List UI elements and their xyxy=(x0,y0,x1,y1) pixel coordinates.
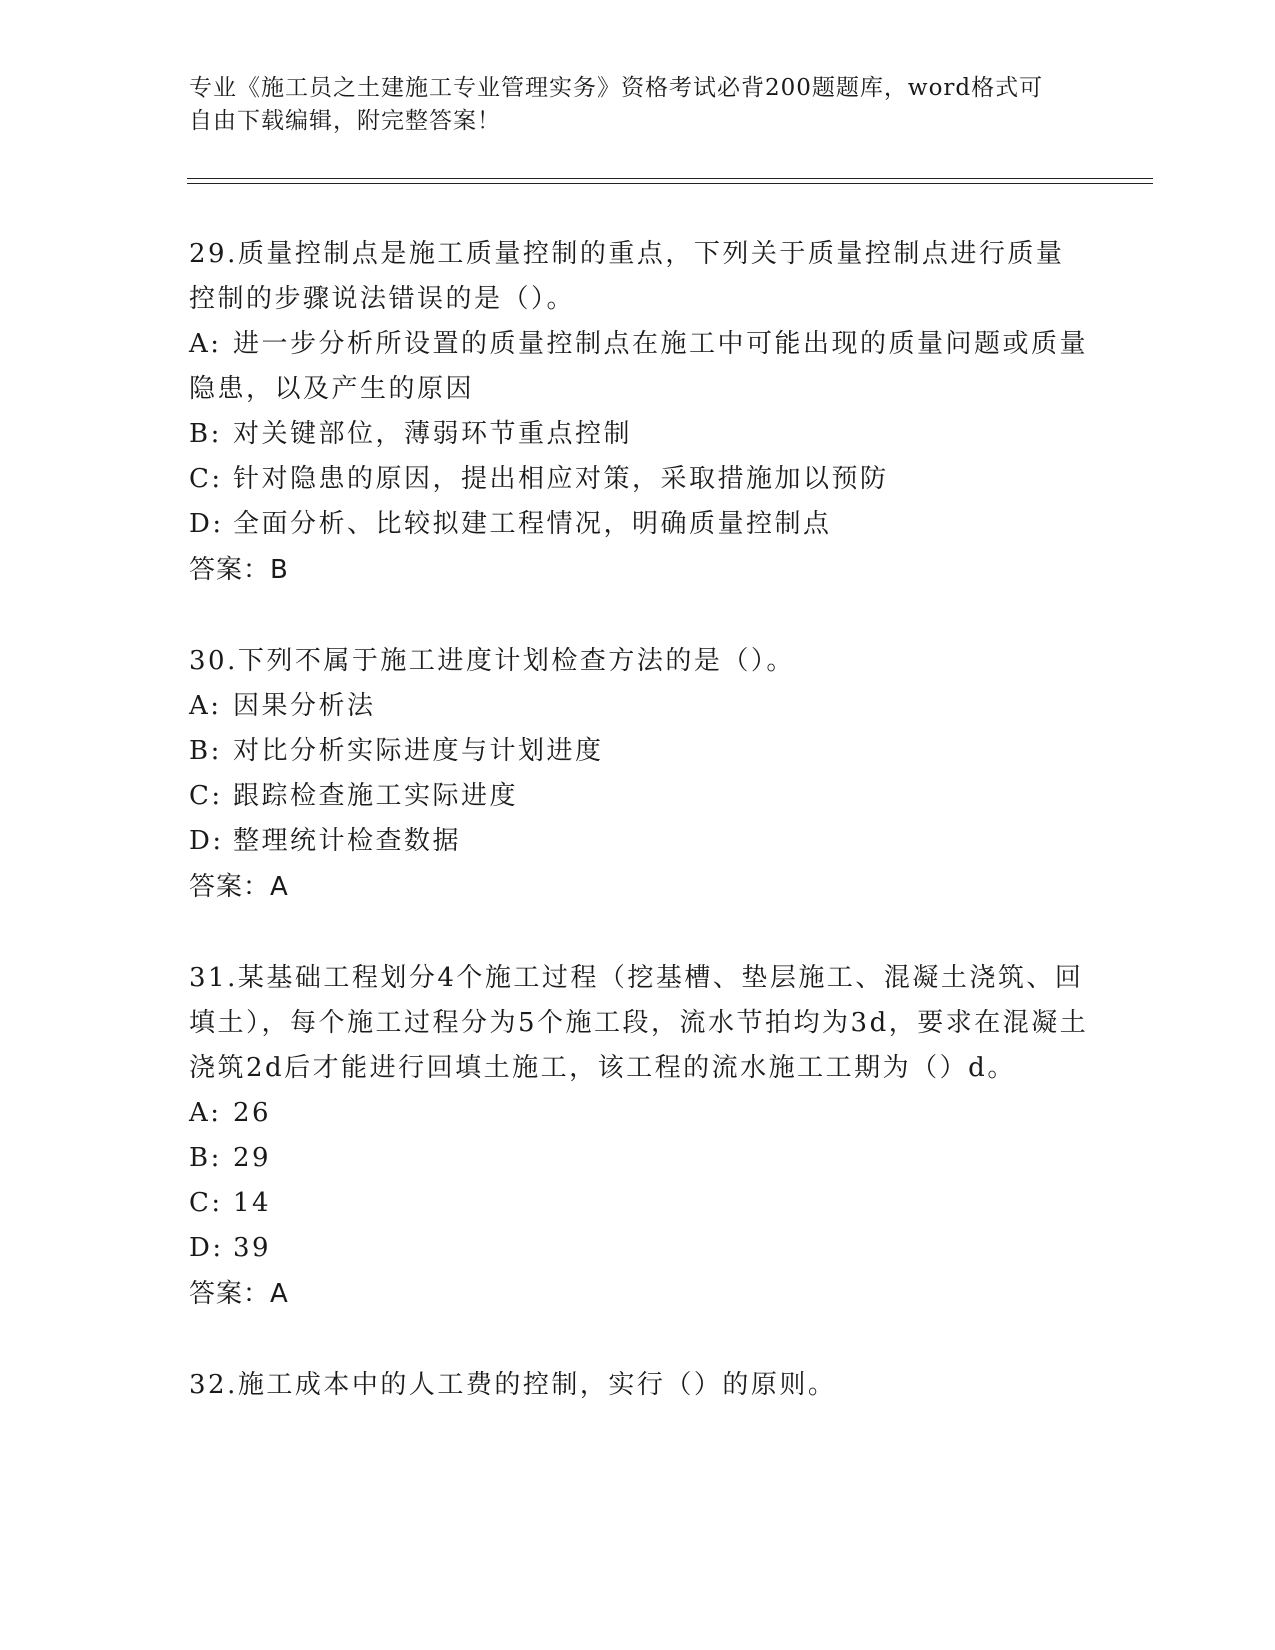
document-header xyxy=(189,72,1069,138)
question-29 xyxy=(189,232,1089,593)
option-key: A: xyxy=(189,1098,222,1128)
option-c xyxy=(189,774,1089,819)
option-key: C: xyxy=(189,464,223,494)
question-stem: 30.下列不属于施工进度计划检查方法的是（）。 xyxy=(189,646,795,676)
option-key: C: xyxy=(189,781,223,811)
option-d xyxy=(189,819,1089,864)
option-key: D: xyxy=(189,1233,224,1263)
option-key: A: xyxy=(189,691,222,721)
question-stem: 32.施工成本中的人工费的控制，实行（）的原则。 xyxy=(189,1370,837,1400)
option-a xyxy=(189,684,1089,729)
option-text: 39 xyxy=(233,1233,272,1263)
option-text: 对关键部位，薄弱环节重点控制 xyxy=(233,419,633,449)
question-32 xyxy=(189,1363,1089,1408)
option-text: 26 xyxy=(233,1098,272,1128)
header-line-1: 专业《施工员之土建施工专业管理实务》资格考试必背200题题库，word格式可 xyxy=(189,75,1044,101)
option-key: D: xyxy=(189,826,224,856)
option-text: 全面分析、比较拟建工程情况，明确质量控制点 xyxy=(233,509,832,539)
answer-line: 答案：A xyxy=(189,1279,289,1309)
option-key: B: xyxy=(189,1143,222,1173)
option-a xyxy=(189,1091,1089,1136)
option-key: D: xyxy=(189,509,224,539)
question-stem: 29.质量控制点是施工质量控制的重点，下列关于质量控制点进行质量控制的步骤说法错误的是（）。 xyxy=(189,239,1065,314)
option-text: 进一步分析所设置的质量控制点在施工中可能出现的质量问题或质量隐患，以及产生的原因 xyxy=(189,329,1089,404)
option-text: 29 xyxy=(233,1143,272,1173)
option-b xyxy=(189,729,1089,774)
question-list xyxy=(189,232,1089,1454)
option-text: 因果分析法 xyxy=(233,691,376,721)
answer-line: 答案：A xyxy=(189,872,289,902)
option-text: 14 xyxy=(233,1188,272,1218)
option-b xyxy=(189,1136,1089,1181)
header-divider xyxy=(187,178,1153,184)
answer-line: 答案：B xyxy=(189,555,289,585)
question-30 xyxy=(189,639,1089,910)
option-text: 跟踪检查施工实际进度 xyxy=(233,781,519,811)
option-key: C: xyxy=(189,1188,223,1218)
option-b xyxy=(189,412,1089,457)
option-text: 整理统计检查数据 xyxy=(233,826,462,856)
option-d xyxy=(189,502,1089,547)
option-a xyxy=(189,322,1089,412)
option-key: B: xyxy=(189,419,222,449)
header-line-2: 自由下载编辑，附完整答案！ xyxy=(189,108,501,134)
option-key: A: xyxy=(189,329,222,359)
question-31 xyxy=(189,956,1089,1317)
option-c xyxy=(189,1181,1089,1226)
option-c xyxy=(189,457,1089,502)
question-stem: 31.某基础工程划分4个施工过程（挖基槽、垫层施工、混凝土浇筑、回填土），每个施工过程分为5个施工段，流水节拍均为3d，要求在混凝土浇筑2d后才能进行回填土施工，该工程的流水施工工期为（）d。 xyxy=(189,963,1089,1083)
option-text: 对比分析实际进度与计划进度 xyxy=(233,736,604,766)
option-d xyxy=(189,1226,1089,1271)
option-text: 针对隐患的原因，提出相应对策，采取措施加以预防 xyxy=(233,464,889,494)
option-key: B: xyxy=(189,736,222,766)
